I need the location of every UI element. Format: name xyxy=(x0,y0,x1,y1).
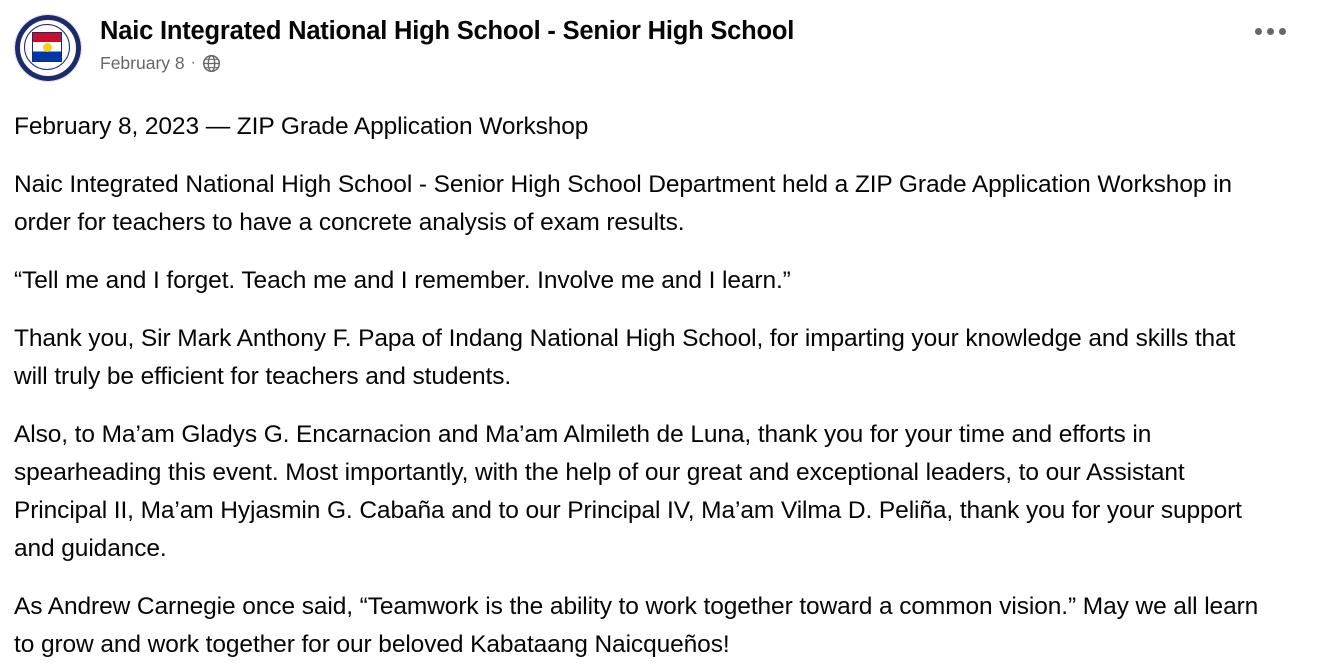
post-paragraph: As Andrew Carnegie once said, “Teamwork is the ability to work together toward a common vision.” May we all learn to grow and work together for our beloved Kabataang Naicqueños! xyxy=(14,593,1259,658)
post-header-text xyxy=(100,12,794,73)
page-title[interactable]: Naic Integrated National High School - Senior High School xyxy=(100,17,795,45)
ellipsis-icon[interactable] xyxy=(1255,28,1286,35)
post-header xyxy=(14,10,1270,82)
globe-icon[interactable] xyxy=(202,54,221,73)
avatar[interactable] xyxy=(14,14,82,82)
ellipsis-dot xyxy=(1255,28,1262,35)
ellipsis-dot xyxy=(1279,28,1286,35)
post-date[interactable]: February 8 xyxy=(100,53,185,73)
post-body xyxy=(14,108,1270,664)
post-paragraph: Also, to Ma’am Gladys G. Encarnacion and Ma’am Almileth de Luna, thank you for your time and efforts in spearheading this event. Most importantly, with the help of our great and exceptional leaders, to our Assistant Principal II, Ma’am Hyjasmin G. Cabaña and to our Principal IV, Ma’am Vilma D. Peliña, thank you for your support and guidance. xyxy=(14,421,1242,562)
meta-separator: · xyxy=(190,54,196,71)
post-paragraph: Naic Integrated National High School - Senior High School Department held a ZIP Grade Application Workshop in order for teachers to have a concrete analysis of exam results. xyxy=(14,171,1232,236)
post-paragraph: Thank you, Sir Mark Anthony F. Papa of Indang National High School, for imparting your knowledge and skills that will truly be efficient for teachers and students. xyxy=(14,325,1236,390)
ellipsis-dot xyxy=(1267,28,1274,35)
post-meta xyxy=(100,53,794,73)
school-seal-icon xyxy=(32,32,62,62)
post-paragraph-title: February 8, 2023 — ZIP Grade Application Workshop xyxy=(14,113,589,140)
post-paragraph-quote: “Tell me and I forget. Teach me and I remember. Involve me and I learn.” xyxy=(14,267,791,294)
